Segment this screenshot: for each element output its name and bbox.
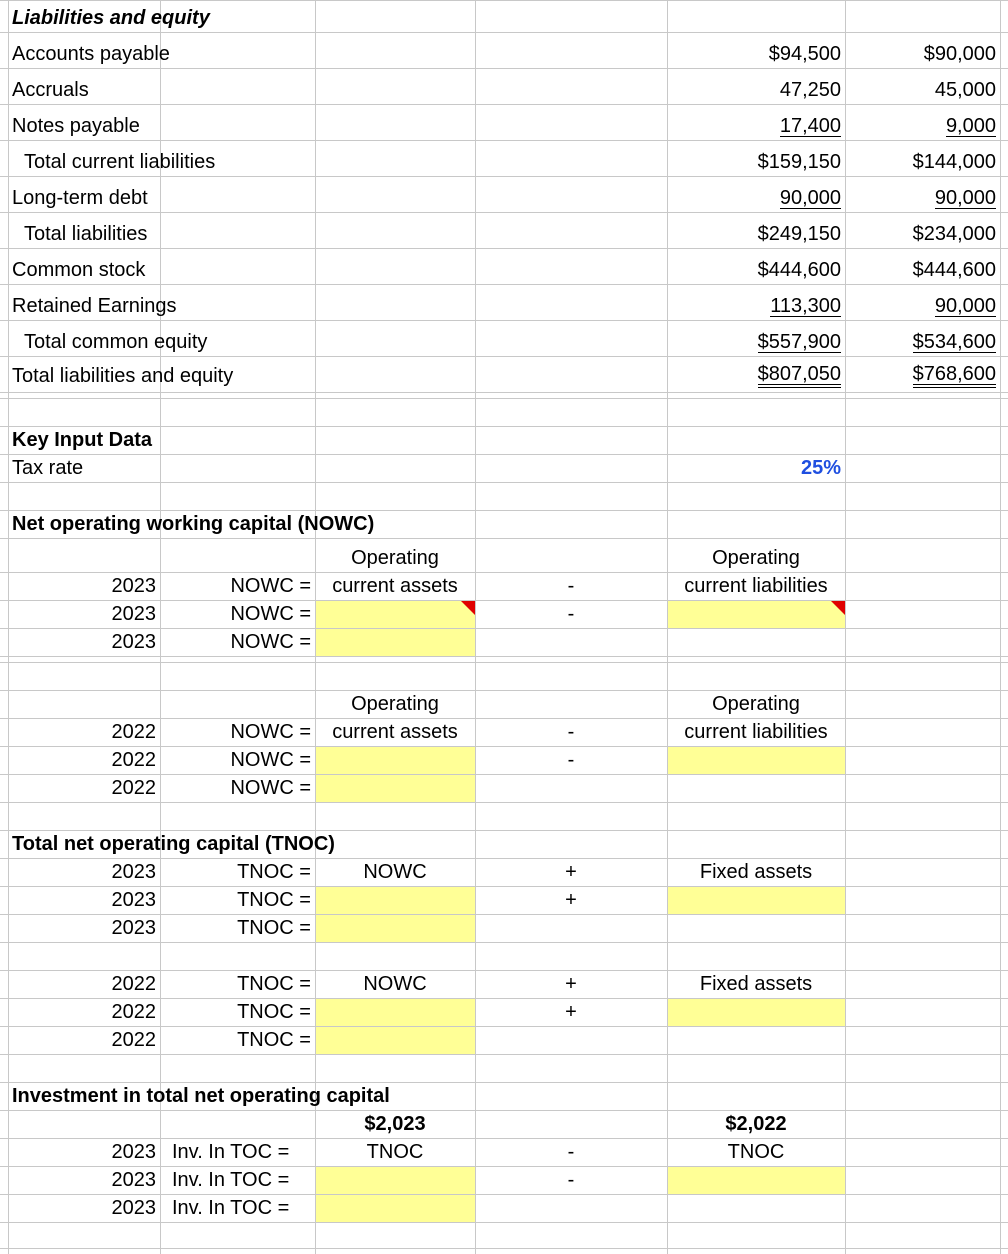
value-2022[interactable]: $444,600 [912,259,996,281]
input-cell-tnoc-nowc-2023[interactable] [316,887,475,914]
inv-eq-label: Inv. In TOC = [172,1169,290,1191]
input-cell-tnoc-nowc-2022[interactable] [316,999,475,1026]
value-text: $557,900 [757,330,841,353]
value-text: $534,600 [912,330,996,353]
value-text: 113,300 [770,294,841,317]
grid-row-line [0,320,1008,321]
tnoc-eq-label: TNOC = [237,1029,311,1051]
value-2022[interactable] [845,112,1000,140]
value-2023[interactable] [667,328,845,356]
section-heading-nowc: Net operating working capital (NOWC) [12,513,375,535]
value-text: 90,000 [934,294,996,317]
plus-operator: + [565,1001,577,1023]
nowc-assets-header-line1: Operating [351,693,439,715]
year-label: 2023 [111,1197,156,1219]
year-label: 2022 [111,721,156,743]
value-text: 90,000 [934,186,996,209]
grid-row-line [0,662,1008,663]
row-label[interactable]: Total common equity [24,331,208,353]
row-label[interactable]: Retained Earnings [12,295,177,317]
row-label[interactable]: Accruals [12,79,89,101]
grid-row-line [0,690,1008,691]
nowc-assets-header-line2: current assets [332,721,458,743]
section-heading-key-input: Key Input Data [12,429,153,451]
value-2023[interactable] [667,362,845,390]
year-label: 2022 [111,973,156,995]
input-cell-inv-tnoc-2023[interactable] [316,1167,475,1194]
comment-indicator-icon[interactable] [831,601,845,615]
row-label[interactable]: Total liabilities [24,223,148,245]
value-2023[interactable] [667,112,845,140]
tnoc-eq-label: TNOC = [237,973,311,995]
value-2023[interactable] [667,292,845,320]
nowc-liab-header-line1: Operating [712,547,800,569]
nowc-liab-header-line1: Operating [712,693,800,715]
value-2023[interactable] [667,184,845,212]
input-cell-liabilities-2023[interactable] [668,601,845,628]
grid-row-line [0,212,1008,213]
year-label: 2022 [111,777,156,799]
grid-row-line [0,248,1008,249]
year-label: 2022 [111,1029,156,1051]
input-cell-inv-result-2023[interactable] [316,1195,475,1222]
nowc-assets-header-line1: Operating [351,547,439,569]
nowc-eq-label: NOWC = [230,575,311,597]
minus-operator: - [567,575,575,597]
minus-operator: - [567,603,575,625]
year-label: 2023 [111,1169,156,1191]
nowc-liab-header-line2: current liabilities [684,575,828,597]
value-2023[interactable]: $444,600 [757,259,841,281]
plus-operator: + [565,973,577,995]
value-2022[interactable] [845,362,1000,390]
year-label: 2023 [111,1141,156,1163]
grid-row-line [0,802,1008,803]
input-cell-inv-tnoc-2022[interactable] [668,1167,845,1194]
value-2022[interactable]: $234,000 [912,223,996,245]
nowc-eq-label: NOWC = [230,603,311,625]
section-heading-liabilities: Liabilities and equity [12,7,210,29]
plus-operator: + [565,861,577,883]
input-cell-tnoc-2022[interactable] [316,1027,475,1054]
tax-rate-label[interactable]: Tax rate [12,457,84,479]
value-2023[interactable]: 47,250 [779,79,841,101]
grid-row-line [0,656,1008,657]
grid-row-line [0,942,1008,943]
inv-eq-label: Inv. In TOC = [172,1141,290,1163]
value-text: $807,050 [758,364,841,388]
grid-row-line [0,398,1008,399]
tnoc-fixed-header: Fixed assets [699,973,813,995]
inv-eq-label: Inv. In TOC = [172,1197,290,1219]
grid-row-line [0,538,1008,539]
grid-row-line [0,0,1008,1]
year-label: 2023 [111,917,156,939]
input-cell-nowc-2022[interactable] [316,775,475,802]
grid-row-line [0,1222,1008,1223]
value-2022[interactable] [845,292,1000,320]
input-cell-nowc-2023[interactable] [316,629,475,656]
tax-rate-value[interactable]: 25% [800,457,841,479]
value-2022[interactable]: 45,000 [934,79,996,101]
value-text: 9,000 [945,114,996,137]
value-text: 90,000 [779,186,841,209]
year-label: 2023 [111,889,156,911]
value-2023[interactable]: $94,500 [768,43,841,65]
investment-col-a-line2: TNOC [366,1141,424,1163]
tnoc-eq-label: TNOC = [237,917,311,939]
section-heading-investment: Investment in total net operating capital [12,1085,390,1107]
tnoc-fixed-header: Fixed assets [699,861,813,883]
grid-row-line [0,32,1008,33]
tnoc-eq-label: TNOC = [237,889,311,911]
nowc-assets-header-line2: current assets [332,575,458,597]
nowc-liab-header-line2: current liabilities [684,721,828,743]
input-cell-tnoc-2023[interactable] [316,915,475,942]
input-cell-fixed-assets-2023[interactable] [668,887,845,914]
investment-col-b-line2: TNOC [727,1141,785,1163]
value-2022[interactable] [845,328,1000,356]
nowc-eq-label: NOWC = [230,721,311,743]
year-label: 2023 [111,575,156,597]
nowc-eq-label: NOWC = [230,777,311,799]
value-text: $768,600 [913,364,996,388]
value-2022[interactable] [845,184,1000,212]
value-2022[interactable]: $90,000 [923,43,996,65]
grid-row-line [0,1110,1008,1111]
nowc-eq-label: NOWC = [230,749,311,771]
row-label[interactable]: Common stock [12,259,146,281]
grid-row-line [0,140,1008,141]
grid-row-line [0,1054,1008,1055]
section-heading-tnoc: Total net operating capital (TNOC) [12,833,335,855]
year-label: 2022 [111,1001,156,1023]
nowc-eq-label: NOWC = [230,631,311,653]
minus-operator: - [567,721,575,743]
grid-row-line [0,176,1008,177]
investment-col-b-line1: $2,022 [725,1113,787,1135]
year-label: 2023 [111,603,156,625]
tnoc-nowc-header: NOWC [363,973,427,995]
value-2023[interactable]: $249,150 [757,223,841,245]
plus-operator: + [565,889,577,911]
year-label: 2023 [111,861,156,883]
input-cell-assets-2023[interactable] [316,601,475,628]
grid-row-line [0,392,1008,393]
grid-row-line [0,356,1008,357]
value-2023[interactable]: $159,150 [757,151,841,173]
tnoc-eq-label: TNOC = [237,1001,311,1023]
minus-operator: - [567,749,575,771]
input-cell-assets-2022[interactable] [316,747,475,774]
grid-row-line [0,284,1008,285]
grid-row-line [0,104,1008,105]
year-label: 2023 [111,631,156,653]
tnoc-nowc-header: NOWC [363,861,427,883]
grid-row-line [0,482,1008,483]
minus-operator: - [567,1169,575,1191]
input-cell-fixed-assets-2022[interactable] [668,999,845,1026]
grid-row-line [0,68,1008,69]
investment-col-a-line1: $2,023 [364,1113,426,1135]
row-label[interactable]: Long-term debt [12,187,148,209]
input-cell-liabilities-2022[interactable] [668,747,845,774]
year-label: 2022 [111,749,156,771]
row-label[interactable]: Accounts payable [12,43,170,65]
row-label[interactable]: Notes payable [12,115,140,137]
minus-operator: - [567,1141,575,1163]
comment-indicator-icon[interactable] [461,601,475,615]
value-2022[interactable]: $144,000 [912,151,996,173]
grid-row-line [0,1248,1008,1249]
row-label[interactable]: Total current liabilities [24,151,216,173]
tnoc-eq-label: TNOC = [237,861,311,883]
row-label[interactable]: Total liabilities and equity [12,365,234,387]
value-text: 17,400 [779,114,841,137]
